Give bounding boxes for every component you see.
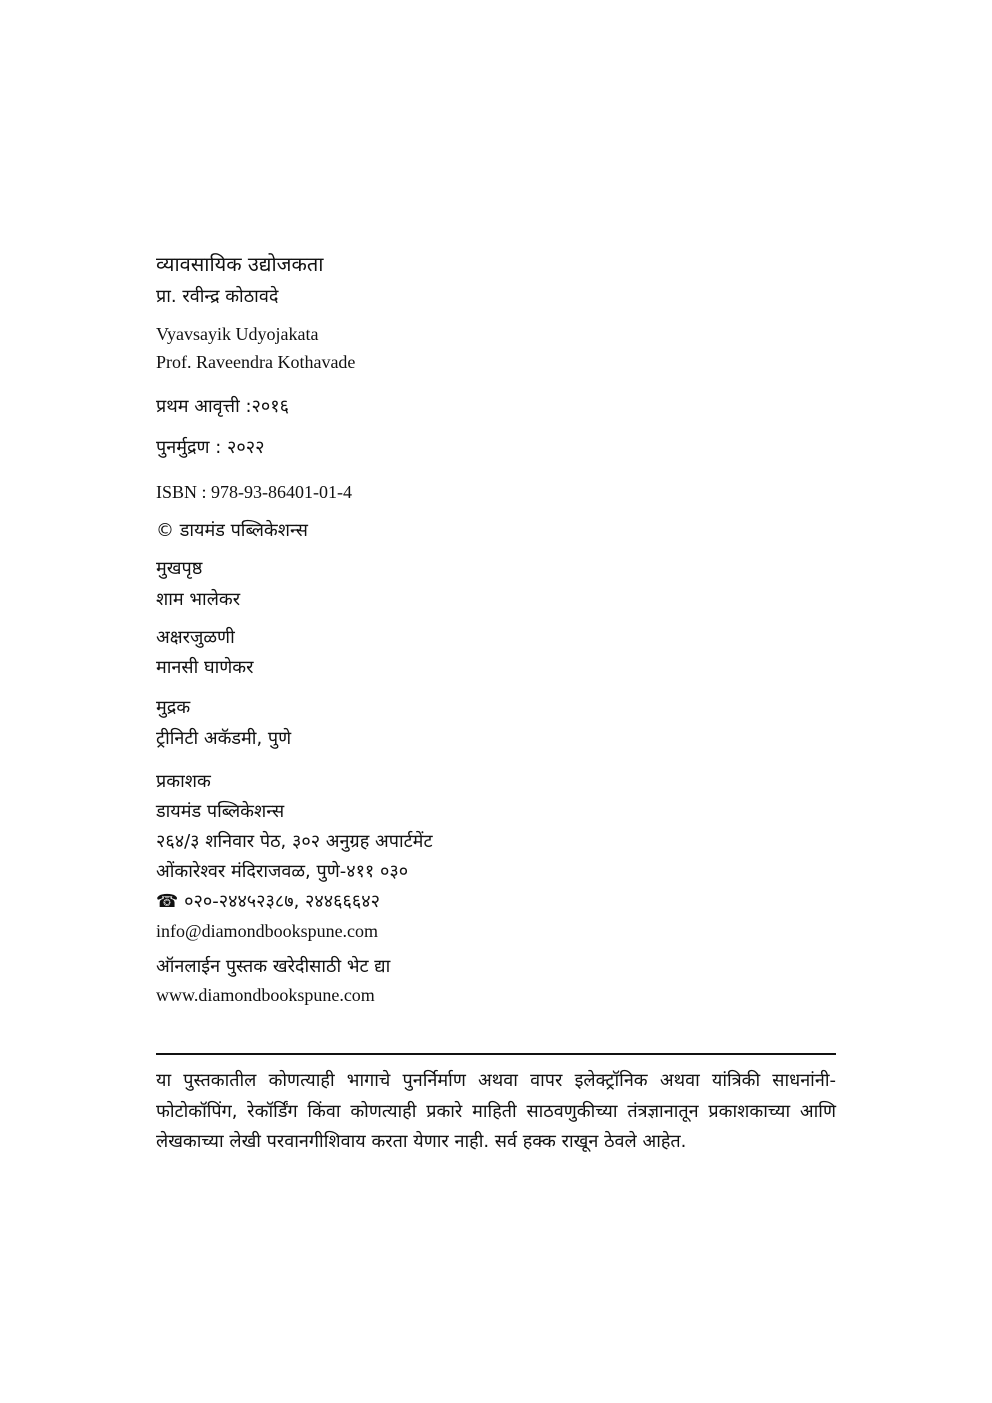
isbn: ISBN : 978-93-86401-01-4 — [156, 482, 352, 502]
reprint: पुनर्मुद्रण : २०२२ — [156, 437, 265, 458]
publisher-name: डायमंड पब्लिकेशन्स — [156, 801, 285, 822]
online-purchase-text: ऑनलाईन पुस्तक खरेदीसाठी भेट द्या — [156, 956, 391, 977]
author-marathi: प्रा. रवीन्द्र कोठावदे — [156, 286, 279, 307]
address-line-1: २६४/३ शनिवार पेठ, ३०२ अनुग्रह अपार्टमेंट — [156, 831, 433, 852]
typesetting-label: अक्षरजुळणी — [156, 627, 235, 648]
publisher-label: प्रकाशक — [156, 771, 211, 792]
printer-name: ट्रीनिटी अकॅडमी, पुणे — [156, 728, 292, 749]
typesetting-name: मानसी घाणेकर — [156, 657, 254, 678]
email-link[interactable]: info@diamondbookspune.com — [156, 921, 379, 941]
address-line-2: ओंकारेश्वर मंदिराजवळ, पुणे-४११ ०३० — [156, 861, 409, 882]
phone-numbers: ०२०-२४४५२३८७, २४४६६६४२ — [184, 891, 380, 912]
book-title-marathi: व्यावसायिक उद्योजकता — [156, 252, 324, 276]
rights-notice: या पुस्तकातील कोणत्याही भागाचे पुनर्निर्माण अथवा वापर इलेक्ट्रॉनिक अथवा यांत्रिकी साधनांनी- फोटोकॉपिंग, रेकॉर्डिंग किंवा कोणत्याही प्रकारे माहिती साठवणुकीच्या तंत्रज्ञानातून प्रकाशकाच्या आणि लेखकाच्या लेखी परवानगीशिवाय करता येणार नाही. सर्व हक्क राखून ठेवले आहेत. — [156, 1070, 836, 1152]
first-edition: प्रथम आवृत्ती :२०१६ — [156, 396, 289, 417]
phone-icon: ☎ — [156, 891, 179, 912]
cover-label: मुखपृष्ठ — [156, 558, 203, 579]
author-english: Prof. Raveendra Kothavade — [156, 352, 356, 372]
cover-name: शाम भालेकर — [156, 589, 241, 610]
printer-label: मुद्रक — [156, 697, 191, 718]
copyright: © डायमंड पब्लिकेशन्स — [156, 520, 308, 541]
phone-line — [156, 890, 380, 914]
divider — [156, 1053, 836, 1055]
book-title-english: Vyavsayik Udyojakata — [156, 324, 319, 344]
website-link[interactable]: www.diamondbookspune.com — [156, 985, 375, 1005]
